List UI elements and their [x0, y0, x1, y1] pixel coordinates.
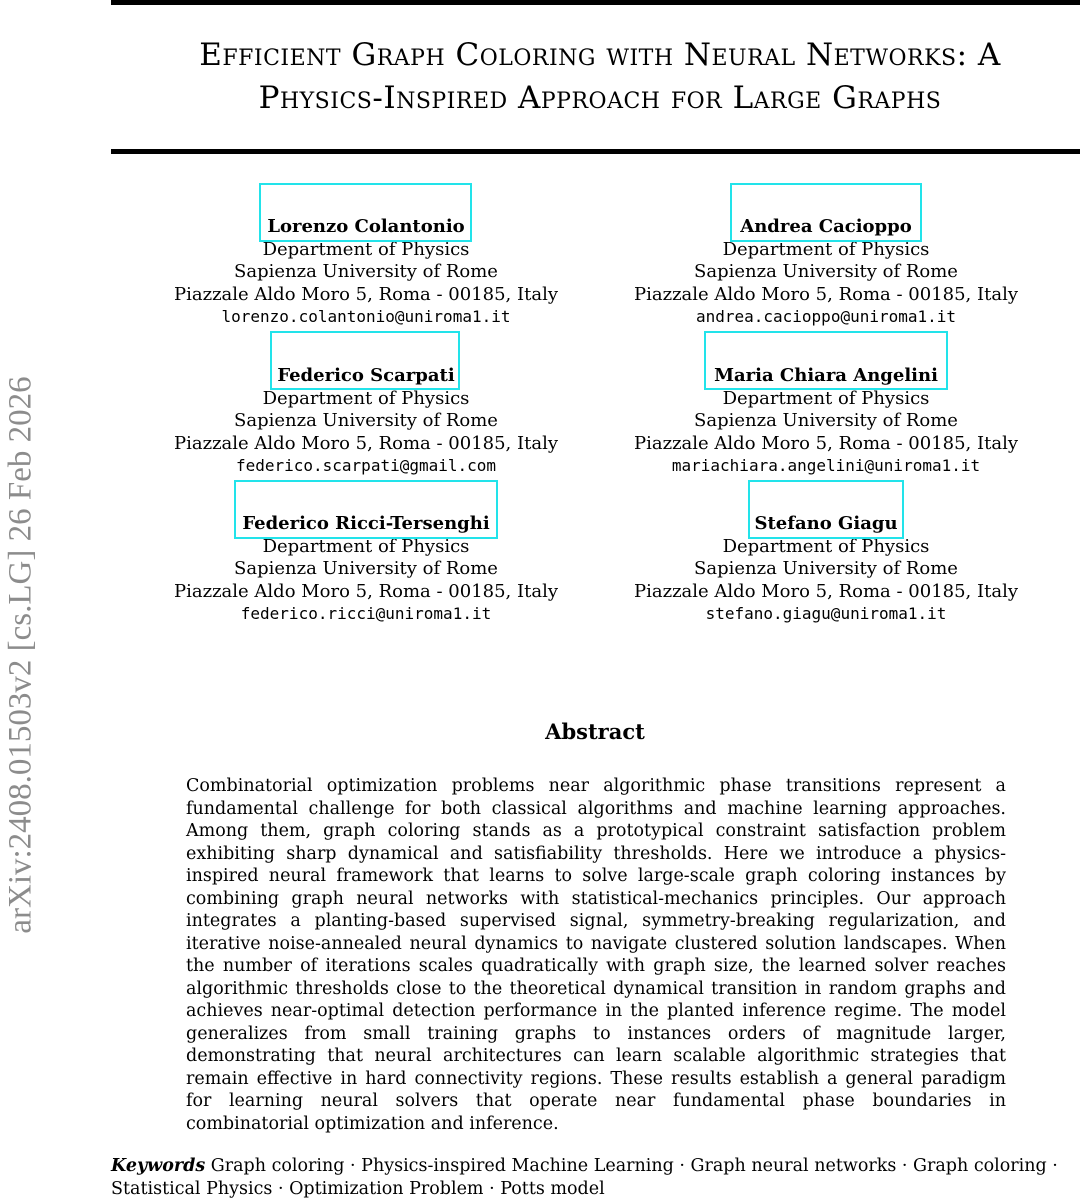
name-highlight-box: [270, 331, 460, 390]
author-univ: Sapienza University of Rome: [694, 261, 958, 282]
arxiv-stamp: arXiv:2408.01503v2 [cs.LG] 26 Feb 2026: [2, 376, 39, 934]
author-email[interactable]: andrea.cacioppo@uniroma1.it: [695, 307, 957, 326]
paper-title: [100, 34, 1080, 120]
author-dept: Department of Physics: [722, 387, 930, 409]
author-dept: Department of Physics: [262, 387, 470, 409]
author-address: Piazzale Aldo Moro 5, Roma - 00185, Italy: [173, 432, 558, 454]
author-email[interactable]: lorenzo.colantonio@uniroma1.it: [221, 307, 511, 326]
author-name: Maria Chiara Angelini: [714, 365, 938, 386]
author-address: Piazzale Aldo Moro 5, Roma - 00185, Italy: [633, 432, 1018, 454]
name-highlight-box: [234, 480, 498, 539]
abstract-text: Combinatorial optimization problems near algorithmic phase transitions represent a fundamental challenge for both classical algorithms and machine learning approaches. Among them, graph coloring stands as a prototypical constraint satisfaction problem exhibiting sharp dynamical and satisfiability thresholds. Here we introduce a physics-inspired neural framework that learns to solve large-scale graph coloring instances by combining graph neural networks with statistical-mechanics principles. Our approach integrates a planting-based supervised signal, symmetry-breaking regularization, and iterative noise-annealed neural dynamics to navigate clustered solution landscapes. When the number of iterations scales quadratically with graph size, the learned solver reaches algorithmic thresholds close to the theoretical dynamical transition in random graphs and achieves near-optimal detection performance in the planted inference regime. The model generalizes from small training graphs to instances orders of magnitude larger, demonstrating that neural architectures can learn scalable algorithmic strategies that remain effective in hard connectivity regions. These results establish a general paradigm for learning neural solvers that operate near fundamental phase boundaries in combinatorial optimization and inference.: [186, 776, 1006, 1134]
author-univ: Sapienza University of Rome: [234, 558, 498, 579]
author-dept: Department of Physics: [722, 535, 930, 557]
name-highlight-box: [704, 331, 948, 390]
author-address: Piazzale Aldo Moro 5, Roma - 00185, Italy: [173, 580, 558, 602]
top-rule: [111, 0, 1080, 5]
author-name: Federico Scarpati: [277, 365, 455, 386]
title-line-1: Efficient Graph Coloring with Neural Networks: A: [199, 37, 1001, 73]
author-name: Andrea Cacioppo: [740, 216, 912, 237]
author-email[interactable]: stefano.giagu@uniroma1.it: [705, 604, 947, 623]
title-line-2: Physics-Inspired Approach for Large Graphs: [258, 80, 942, 116]
author-dept: Department of Physics: [262, 238, 470, 260]
abstract-heading: Abstract: [545, 719, 645, 744]
author-name: Federico Ricci-Tersenghi: [242, 513, 490, 534]
author-email[interactable]: federico.ricci@uniroma1.it: [240, 604, 492, 623]
name-highlight-box: [748, 480, 904, 539]
author-address: Piazzale Aldo Moro 5, Roma - 00185, Italy: [173, 283, 558, 305]
author-email[interactable]: federico.scarpati@gmail.com: [235, 456, 497, 475]
author-univ: Sapienza University of Rome: [234, 261, 498, 282]
name-highlight-box: [730, 183, 922, 242]
author-name: Stefano Giagu: [754, 513, 898, 534]
author-address: Piazzale Aldo Moro 5, Roma - 00185, Italy: [633, 283, 1018, 305]
keywords-section: [111, 1155, 1080, 1200]
author-univ: Sapienza University of Rome: [694, 558, 958, 579]
keywords-text: Graph coloring · Physics-inspired Machine Learning · Graph neural networks · Graph coloring · Statistical Physics · Optimization Problem · Potts model: [111, 1156, 1058, 1199]
name-highlight-box: [259, 183, 472, 242]
keywords-label: Keywords: [111, 1156, 206, 1176]
author-name: Lorenzo Colantonio: [267, 216, 465, 237]
title-rule: [111, 149, 1080, 154]
author-univ: Sapienza University of Rome: [694, 410, 958, 431]
author-dept: Department of Physics: [262, 535, 470, 557]
author-dept: Department of Physics: [722, 238, 930, 260]
author-email[interactable]: mariachiara.angelini@uniroma1.it: [671, 456, 981, 475]
author-univ: Sapienza University of Rome: [234, 410, 498, 431]
author-address: Piazzale Aldo Moro 5, Roma - 00185, Italy: [633, 580, 1018, 602]
